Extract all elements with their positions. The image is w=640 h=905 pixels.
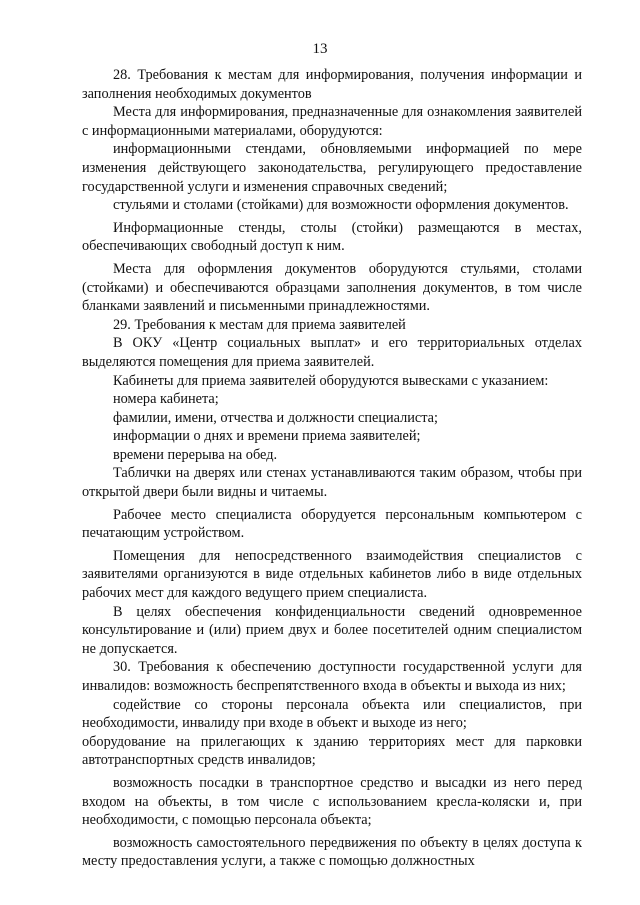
list-item: оборудование на прилегающих к зданию территориях мест для парковки автотранспортных средств инвалидов; [82,733,582,769]
list-item: возможность самостоятельного передвижения по объекту в целях доступа к месту предоставления услуги, а также с помощью должностных [82,834,582,870]
paragraph: В ОКУ «Центр социальных выплат» и его территориальных отделах выделяются помещения для приема заявителей. [82,335,582,370]
list-item: стульями и столами (стойками) для возможности оформления документов. [113,197,569,214]
paragraph: Места для информирования, предназначенные для ознакомления заявителей с информационными материалами, оборудуются: [82,104,582,139]
list-item: информации о днях и времени приема заявителей; [113,428,421,445]
section-heading-30: 30. Требования к обеспечению доступности государственной услуги для инвалидов: возможность беспрепятственного входа в объекты и выхода из них; [82,659,582,694]
list-item: информационными стендами, обновляемыми информацией по мере изменения действующего законодательства, регулирующего предоставление государственной услуги и изменения справочных сведений; [82,141,582,195]
paragraph: В целях обеспечения конфиденциальности сведений одновременное консультирование и (или) прием двух и более посетителей одним специалистом не допускается. [82,603,582,657]
page-number: 13 [312,41,328,57]
paragraph: Таблички на дверях или стенах устанавливаются таким образом, чтобы при открытой двери были видны и читаемы. [82,465,582,501]
section-heading-29: 29. Требования к местам для приема заявителей [113,316,406,333]
paragraph: Помещения для непосредственного взаимодействия специалистов с заявителями организуются в виде отдельных кабинетов либо в виде отдельных рабочих мест для каждого ведущего прием специалиста. [82,547,582,602]
list-item: фамилии, имени, отчества и должности специалиста; [113,409,438,426]
paragraph: Рабочее место специалиста оборудуется персональным компьютером с печатающим устройством. [82,506,582,542]
paragraph: Места для оформления документов оборудуются стульями, столами (стойками) и обеспечиваются образцами заполнения документов, в том числе бланками заявлений и письменными принадлежностями. [82,260,582,315]
document-body [82,66,582,871]
paragraph: Информационные стенды, столы (стойки) размещаются в местах, обеспечивающих свободный доступ к ним. [82,219,582,255]
list-item: времени перерыва на обед. [113,446,278,463]
section-heading-28: 28. Требования к местам для информирования, получения информации и заполнения необходимых документов [82,67,582,102]
list-item: номера кабинета; [113,391,219,408]
paragraph: Кабинеты для приема заявителей оборудуются вывесками с указанием: [113,372,549,389]
list-item: возможность посадки в транспортное средство и высадки из него перед входом на объекты, в том числе с использованием кресла-коляски и, при необходимости, с помощью персонала объекта; [82,774,582,829]
list-item: содействие со стороны персонала объекта или специалистов, при необходимости, инвалиду при входе в объект и выходе из него; [82,696,582,732]
